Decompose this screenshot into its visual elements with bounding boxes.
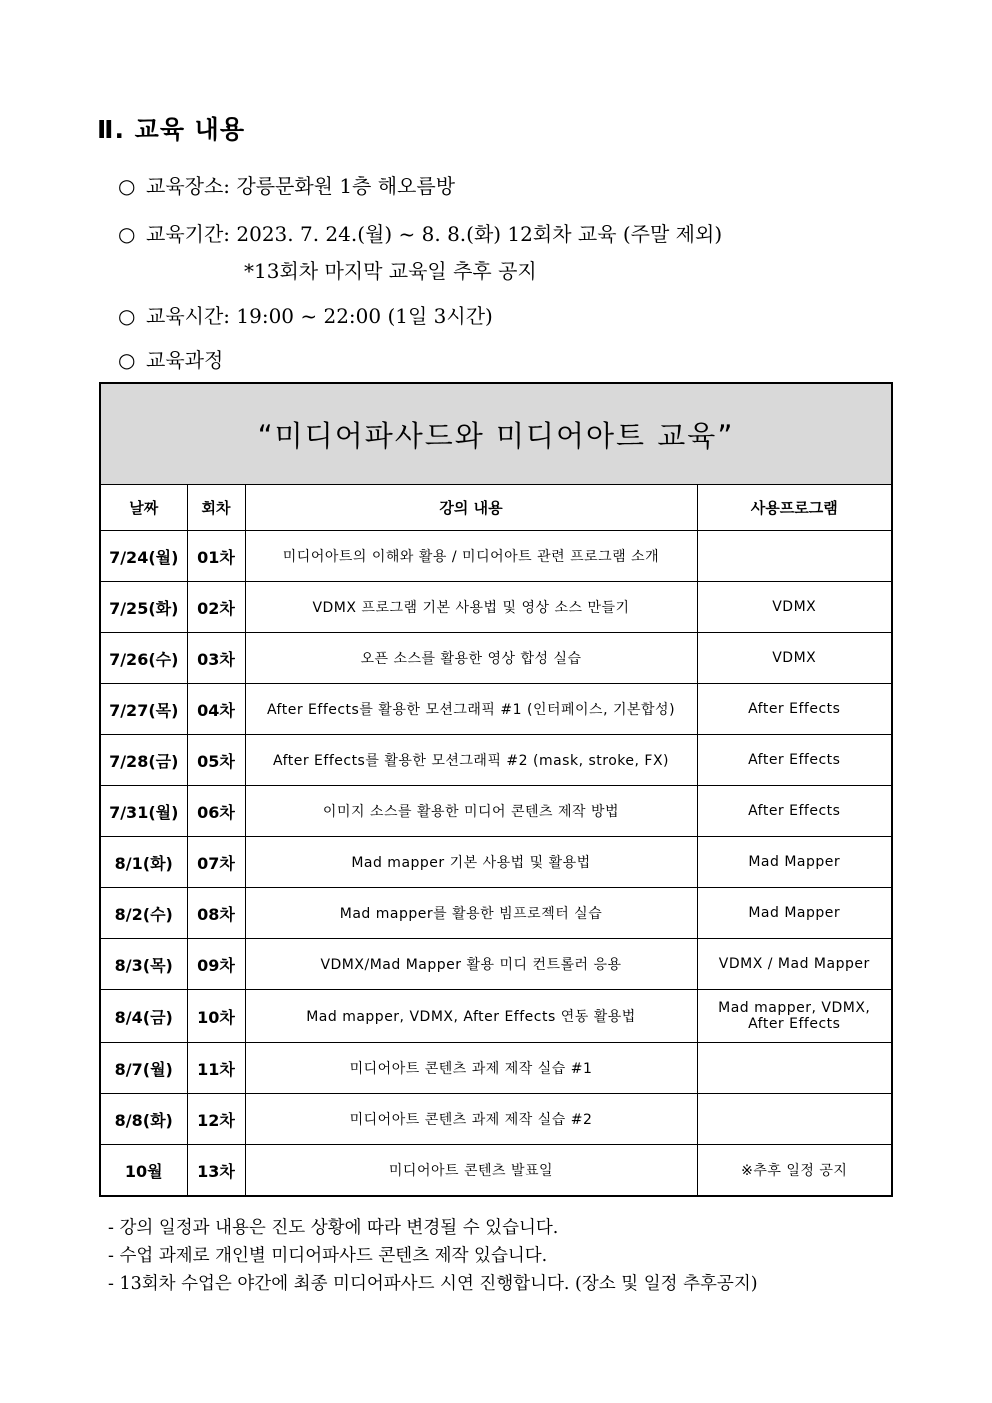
bullet-location <box>118 170 455 199</box>
bullet-time <box>118 300 493 329</box>
curriculum-table <box>99 382 893 1197</box>
table-row <box>100 837 892 888</box>
table-row <box>100 582 892 633</box>
header-program: 사용프로그램 <box>697 485 892 531</box>
bullet-mark: ○ <box>118 174 136 198</box>
cell-program: VDMX / Mad Mapper <box>697 939 892 990</box>
cell-program: Mad Mapper <box>697 888 892 939</box>
table-row <box>100 531 892 582</box>
cell-content: After Effects를 활용한 모션그래픽 #1 (인터페이스, 기본합성) <box>245 684 697 735</box>
cell-program: After Effects <box>697 735 892 786</box>
cell-program: VDMX <box>697 633 892 684</box>
bullet-mark: ○ <box>118 304 136 328</box>
cell-session: 04차 <box>187 684 245 735</box>
cell-session: 13차 <box>187 1145 245 1197</box>
header-content: 강의 내용 <box>245 485 697 531</box>
cell-date: 8/8(화) <box>100 1094 187 1145</box>
bullet-text: 교육장소: 강릉문화원 1층 해오름방 <box>146 174 456 198</box>
cell-date: 8/3(목) <box>100 939 187 990</box>
cell-session: 07차 <box>187 837 245 888</box>
cell-content: 미디어아트 콘텐츠 과제 제작 실습 #1 <box>245 1043 697 1094</box>
bullet-mark: ○ <box>118 222 136 246</box>
cell-session: 02차 <box>187 582 245 633</box>
cell-content: 미디어아트 콘텐츠 과제 제작 실습 #2 <box>245 1094 697 1145</box>
cell-date: 7/31(월) <box>100 786 187 837</box>
cell-date: 7/28(금) <box>100 735 187 786</box>
cell-date: 8/7(월) <box>100 1043 187 1094</box>
cell-session: 03차 <box>187 633 245 684</box>
cell-date: 7/27(목) <box>100 684 187 735</box>
cell-session: 11차 <box>187 1043 245 1094</box>
cell-program <box>697 1094 892 1145</box>
cell-program: VDMX <box>697 582 892 633</box>
header-date: 날짜 <box>100 485 187 531</box>
table-row <box>100 684 892 735</box>
cell-session: 10차 <box>187 990 245 1043</box>
cell-date: 7/25(화) <box>100 582 187 633</box>
cell-program: Mad Mapper <box>697 837 892 888</box>
table-row <box>100 939 892 990</box>
cell-content: 미디어아트의 이해와 활용 / 미디어아트 관련 프로그램 소개 <box>245 531 697 582</box>
table-header-row <box>100 485 892 531</box>
table-row <box>100 1145 892 1197</box>
cell-content: 미디어아트 콘텐츠 발표일 <box>245 1145 697 1197</box>
cell-date: 7/26(수) <box>100 633 187 684</box>
cell-program <box>697 1043 892 1094</box>
note-line: - 13회차 수업은 야간에 최종 미디어파사드 시연 진행합니다. (장소 및 일정 추후공지) <box>108 1274 758 1294</box>
bullet-curriculum <box>118 344 223 373</box>
cell-date: 8/2(수) <box>100 888 187 939</box>
table-row <box>100 990 892 1043</box>
cell-content: 이미지 소스를 활용한 미디어 콘텐츠 제작 방법 <box>245 786 697 837</box>
cell-content: Mad mapper 기본 사용법 및 활용법 <box>245 837 697 888</box>
period-sub-note: *13회차 마지막 교육일 추후 공지 <box>244 259 537 283</box>
header-session: 회차 <box>187 485 245 531</box>
cell-content: VDMX 프로그램 기본 사용법 및 영상 소스 만들기 <box>245 582 697 633</box>
table-row <box>100 1094 892 1145</box>
bullet-mark: ○ <box>118 348 136 372</box>
table-row <box>100 735 892 786</box>
cell-program: ※추후 일정 공지 <box>697 1145 892 1197</box>
table-row <box>100 786 892 837</box>
cell-program <box>697 531 892 582</box>
cell-program: Mad mapper, VDMX, After Effects <box>697 990 892 1043</box>
cell-date: 7/24(월) <box>100 531 187 582</box>
cell-content: Mad mapper, VDMX, After Effects 연동 활용법 <box>245 990 697 1043</box>
bullet-text: 교육과정 <box>146 348 224 372</box>
cell-session: 05차 <box>187 735 245 786</box>
cell-date: 8/4(금) <box>100 990 187 1043</box>
cell-session: 08차 <box>187 888 245 939</box>
cell-date: 8/1(화) <box>100 837 187 888</box>
bullet-period <box>118 218 722 247</box>
cell-content: 오픈 소스를 활용한 영상 합성 실습 <box>245 633 697 684</box>
note-line: - 강의 일정과 내용은 진도 상황에 따라 변경될 수 있습니다. <box>108 1218 559 1238</box>
cell-content: Mad mapper를 활용한 빔프로젝터 실습 <box>245 888 697 939</box>
note-line: - 수업 과제로 개인별 미디어파사드 콘텐츠 제작 있습니다. <box>108 1246 548 1266</box>
table-row <box>100 633 892 684</box>
cell-session: 12차 <box>187 1094 245 1145</box>
cell-session: 01차 <box>187 531 245 582</box>
cell-program: After Effects <box>697 684 892 735</box>
table-row <box>100 1043 892 1094</box>
cell-program: After Effects <box>697 786 892 837</box>
cell-content: After Effects를 활용한 모션그래픽 #2 (mask, stroke, FX) <box>245 735 697 786</box>
table-title: “미디어파사드와 미디어아트 교육” <box>100 383 892 485</box>
table-row <box>100 888 892 939</box>
cell-session: 06차 <box>187 786 245 837</box>
section-heading: Ⅱ. 교육 내용 <box>97 115 245 144</box>
cell-content: VDMX/Mad Mapper 활용 미디 컨트롤러 응용 <box>245 939 697 990</box>
notes <box>108 1214 758 1298</box>
cell-date: 10월 <box>100 1145 187 1197</box>
cell-session: 09차 <box>187 939 245 990</box>
bullet-text: 교육기간: 2023. 7. 24.(월) ~ 8. 8.(화) 12회차 교육 (주말 제외) <box>146 222 723 246</box>
bullet-text: 교육시간: 19:00 ~ 22:00 (1일 3시간) <box>146 304 493 328</box>
